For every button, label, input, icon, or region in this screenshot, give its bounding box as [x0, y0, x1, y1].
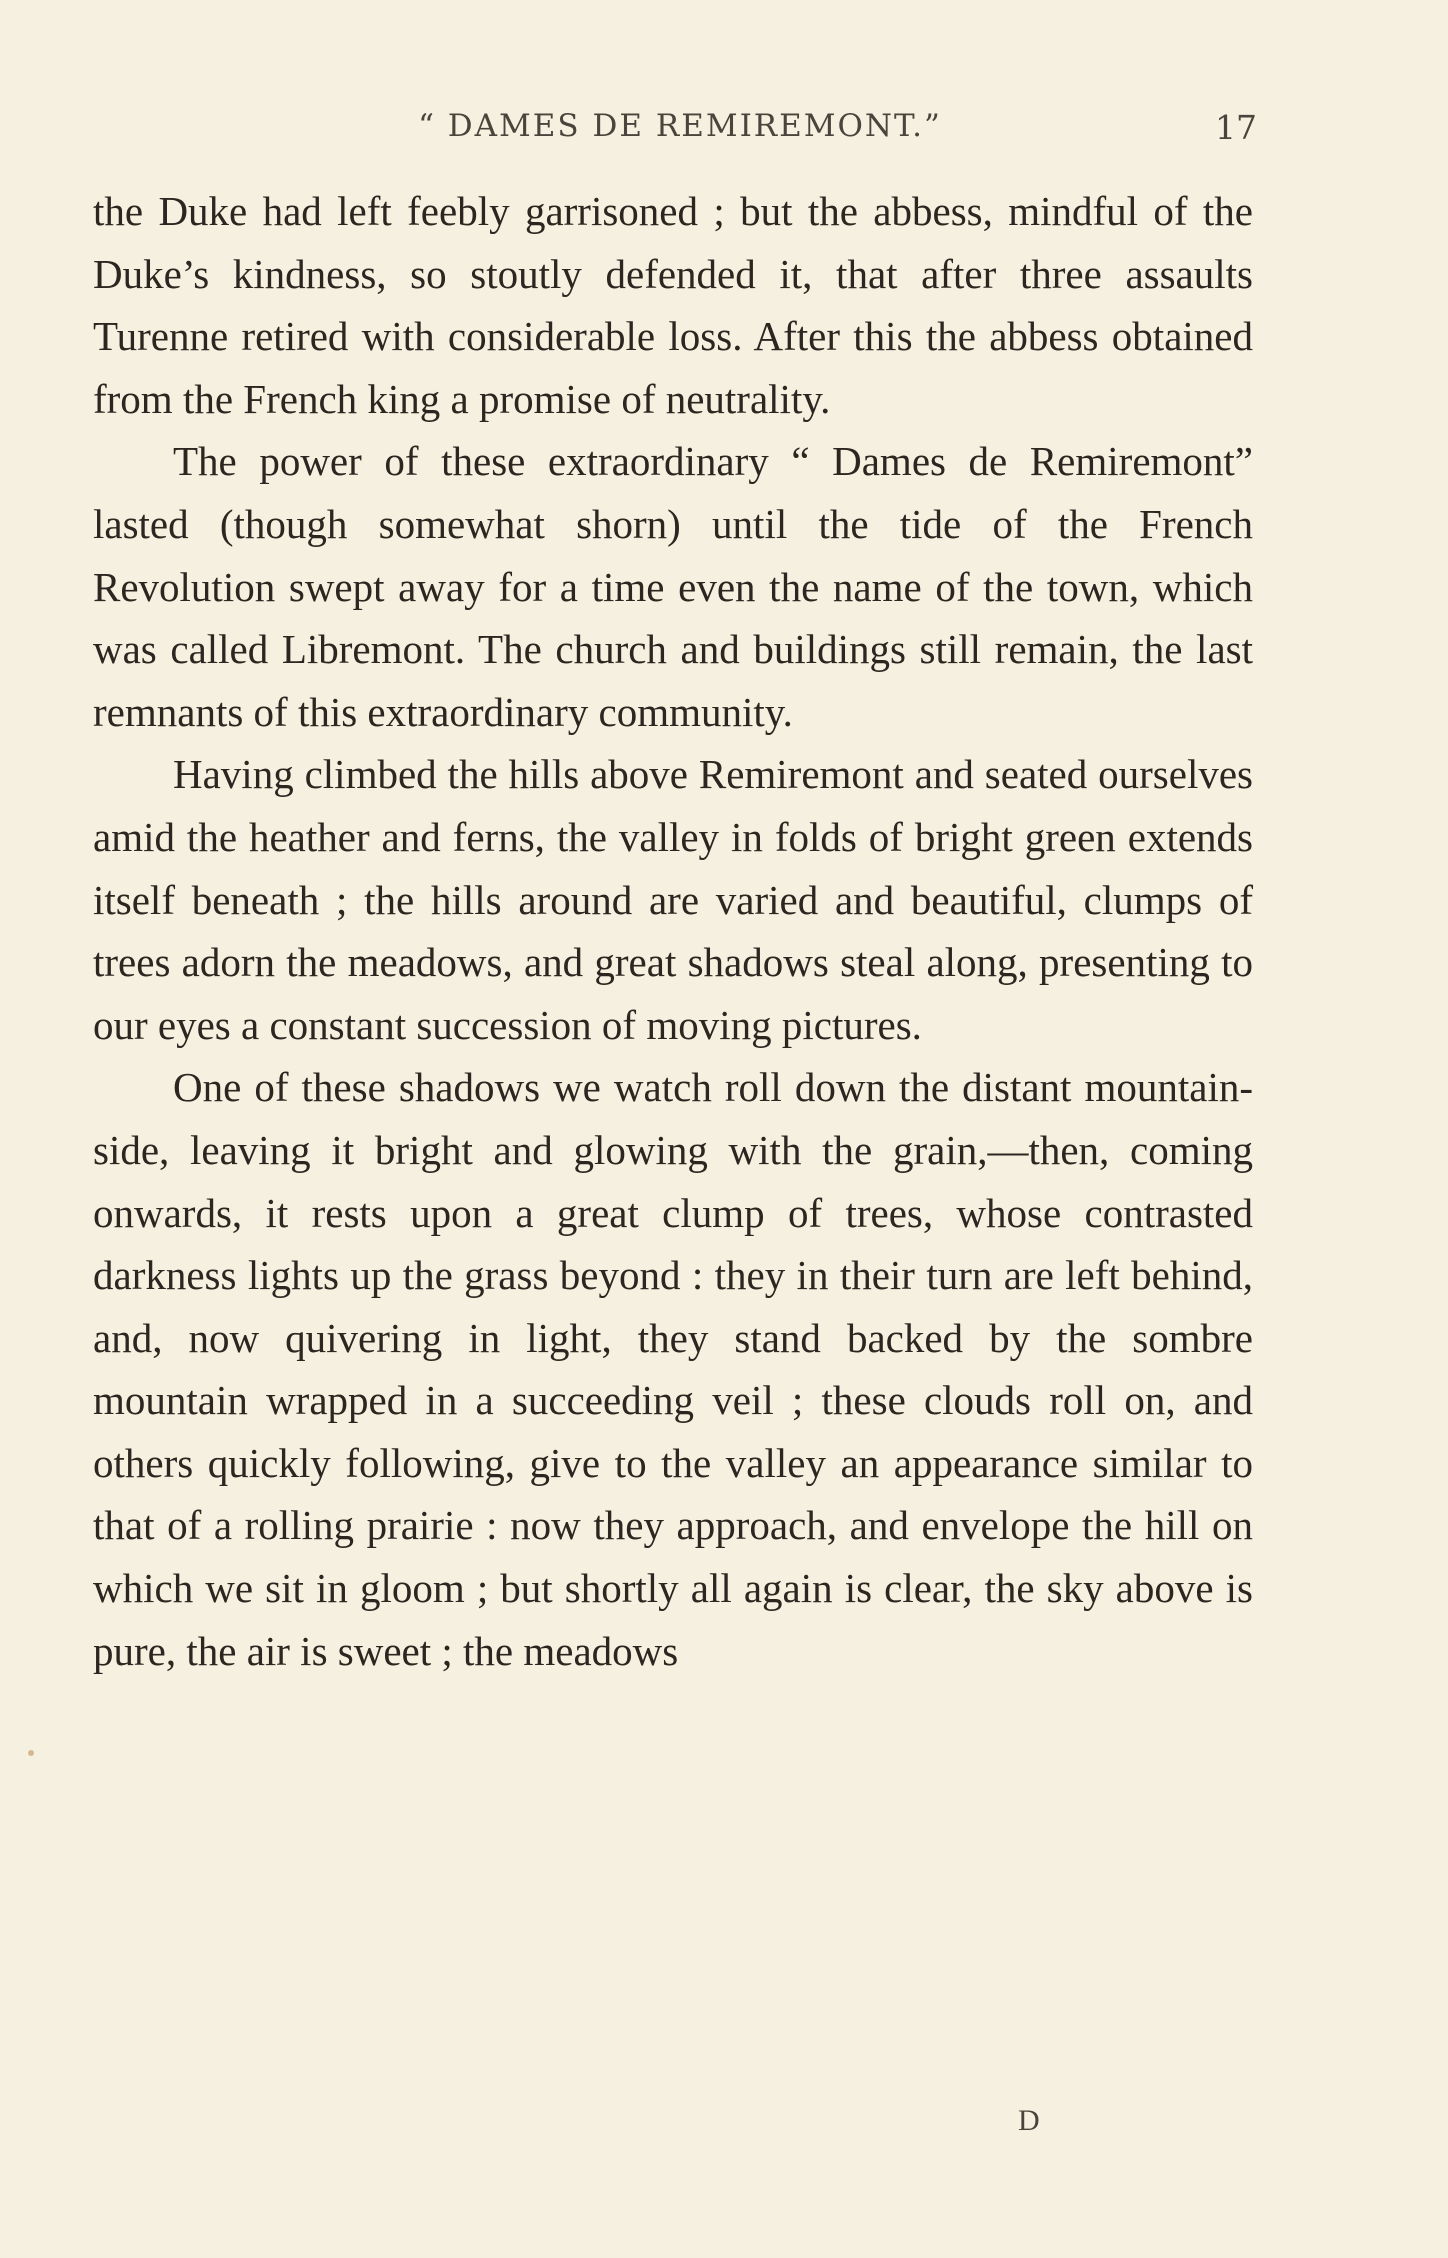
paragraph-3: Having climbed the hills above Remiremont and seated ourselves amid the heather and ferns, the valley in folds of bright green extends itself beneath ; the hills around are varied and beautiful, clumps of trees adorn the meadows, and great shadows steal along, presenting to our eyes a constant succession of moving pictures.: [93, 751, 1253, 1048]
paragraph-4: One of these shadows we watch roll down the distant mountain-side, leaving it bright and glowing with the grain,—then, coming onwards, it rests upon a great clump of trees, whose contrasted darkness lights up the grass beyond : they in their turn are left behind, and, now quivering in light, they stand backed by the sombre mountain wrapped in a succeeding veil ; these clouds roll on, and others quickly following, give to the valley an appearance similar to that of a rolling prairie : now they approach, and envelope the hill on which we sit in gloom ; but shortly all again is clear, the sky above is pure, the air is sweet ; the meadows: [93, 1064, 1253, 1674]
paragraph-2: The power of these extraordinary “ Dames de Remiremont” lasted (though somewhat shorn) until the tide of the French Revolution swept away for a time even the name of the town, which was called Libremont. The church and buildings still remain, the last remnants of this extraordinary community.: [93, 438, 1253, 735]
signature-mark: D: [1018, 2104, 1040, 2137]
running-title: “ DAMES DE REMIREMONT.”: [418, 108, 942, 144]
running-head: [95, 108, 1265, 154]
page-number: 17: [1215, 108, 1257, 147]
paper-stain: [28, 1750, 34, 1756]
body-text: [93, 180, 1253, 1682]
paragraph-1: the Duke had left feebly garrisoned ; but the abbess, mindful of the Duke’s kindness, so stoutly defended it, that after three assaults Turenne retired with considerable loss. After this the abbess obtained from the French king a promise of neutrality.: [93, 188, 1253, 422]
